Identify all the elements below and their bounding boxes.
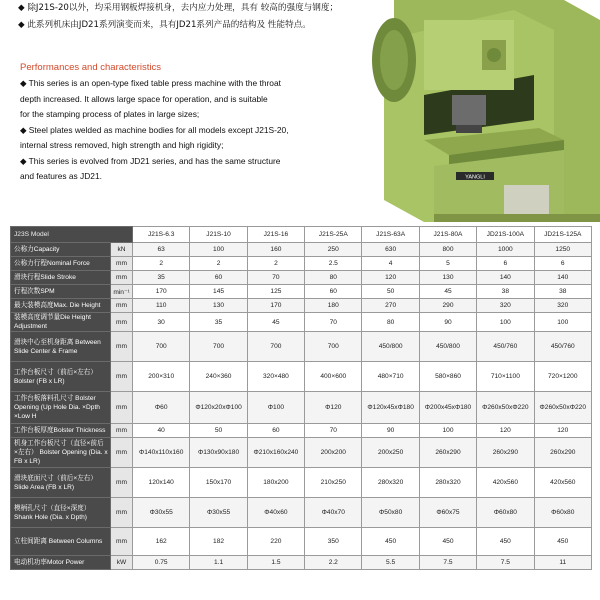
parameter-value: 180 (305, 299, 362, 313)
feature-line: ◆ This series is evolved from JD21 series, and has the same structure (20, 155, 281, 166)
parameter-name: 滑块行程Slide Stroke (11, 271, 111, 285)
parameter-value: Φ210x160x240 (247, 438, 304, 468)
parameter-value: 450 (477, 528, 534, 556)
parameter-name: 行程次数SPM (11, 285, 111, 299)
model-header: J21S-10 (190, 227, 247, 243)
parameter-value: 38 (477, 285, 534, 299)
parameter-value: 1250 (534, 243, 591, 257)
model-header: JD21S-100A (477, 227, 534, 243)
parameter-name: 工作台板尺寸（前后×左右） Bolster (FB x LR) (11, 362, 111, 392)
parameter-value: 7.5 (477, 556, 534, 570)
parameter-value: Φ60x80 (477, 498, 534, 528)
parameter-value: 35 (133, 271, 190, 285)
parameter-value: Φ120x20xΦ100 (190, 392, 247, 424)
section-title: Performances and characteristics (20, 62, 161, 73)
parameter-name: 公称力Capacity (11, 243, 111, 257)
parameter-value: 420x560 (477, 468, 534, 498)
parameter-value: 80 (305, 271, 362, 285)
table-row (11, 243, 592, 257)
parameter-value: 60 (247, 424, 304, 438)
parameter-value: 120 (477, 424, 534, 438)
table-row (11, 313, 592, 332)
parameter-value: 450/800 (419, 332, 476, 362)
table-row (11, 271, 592, 285)
parameter-value: 100 (190, 243, 247, 257)
parameter-value: 290 (419, 299, 476, 313)
parameter-value: 420x560 (534, 468, 591, 498)
table-row (11, 392, 592, 424)
parameter-value: 2 (133, 257, 190, 271)
parameter-value: 2.5 (305, 257, 362, 271)
parameter-value: 720×1200 (534, 362, 591, 392)
parameter-value: 210x250 (305, 468, 362, 498)
parameter-value: 30 (133, 313, 190, 332)
parameter-value: 0.75 (133, 556, 190, 570)
parameter-value: Φ130x90x180 (190, 438, 247, 468)
model-header: J21S-16 (247, 227, 304, 243)
parameter-value: 200×310 (133, 362, 190, 392)
parameter-unit: kW (111, 556, 133, 570)
intro-chinese (18, 0, 363, 34)
parameter-value: 80 (362, 313, 419, 332)
parameter-name: 机身工作台板尺寸（直径×前后 ×左右） Bolster Opening (Dia. x FB x LR) (11, 438, 111, 468)
feature-line: depth increased. It allows large space for operation, and is suitable (20, 93, 268, 104)
parameter-value: 700 (247, 332, 304, 362)
parameter-unit: mm (111, 498, 133, 528)
parameter-value: 800 (419, 243, 476, 257)
parameter-value: 280x320 (362, 468, 419, 498)
parameter-unit: kN (111, 243, 133, 257)
parameter-value: 100 (419, 424, 476, 438)
parameter-value: 280x320 (419, 468, 476, 498)
parameter-unit: mm (111, 424, 133, 438)
parameter-value: 160 (247, 243, 304, 257)
parameter-value: 220 (247, 528, 304, 556)
parameter-unit: mm (111, 332, 133, 362)
parameter-value: 450/760 (534, 332, 591, 362)
parameter-value: 450/800 (362, 332, 419, 362)
model-label: J23S Model (11, 227, 133, 243)
parameter-value: 11 (534, 556, 591, 570)
parameter-value: 320×480 (247, 362, 304, 392)
parameter-value: 1.5 (247, 556, 304, 570)
parameter-value: 580×860 (419, 362, 476, 392)
parameter-value: Φ40x70 (305, 498, 362, 528)
parameter-value: 2 (247, 257, 304, 271)
parameter-unit: mm (111, 271, 133, 285)
parameter-value: 450/760 (477, 332, 534, 362)
parameter-value: 260x290 (534, 438, 591, 468)
feature-line: and features as JD21. (20, 171, 102, 181)
table-row (11, 498, 592, 528)
table-row (11, 299, 592, 313)
parameter-value: 50 (362, 285, 419, 299)
intro-line-2: ◆ 此系列机床由JD21系列演变而来，具有JD21系列产品的结构及 性能特点。 (18, 20, 311, 30)
parameter-name: 滑块底面尺寸（前后×左右） Slide Area (FB x LR) (11, 468, 111, 498)
parameter-value: 50 (190, 424, 247, 438)
parameter-value: 450 (534, 528, 591, 556)
specification-table (10, 226, 592, 570)
parameter-value: Φ100 (247, 392, 304, 424)
parameter-name: 立柱间距离 Between Columns (11, 528, 111, 556)
parameter-name: 装模高度调节量Die Height Adjustment (11, 313, 111, 332)
table-row (11, 438, 592, 468)
parameter-value: 320 (534, 299, 591, 313)
parameter-value: 130 (419, 271, 476, 285)
parameter-value: 250 (305, 243, 362, 257)
parameter-value: 6 (534, 257, 591, 271)
parameter-value: 150x170 (190, 468, 247, 498)
parameter-value: 450 (419, 528, 476, 556)
parameter-value: 145 (190, 285, 247, 299)
features-english (20, 76, 372, 185)
parameter-value: 45 (419, 285, 476, 299)
parameter-value: 630 (362, 243, 419, 257)
table-row (11, 362, 592, 392)
parameter-value: Φ60x80 (534, 498, 591, 528)
parameter-value: 400×600 (305, 362, 362, 392)
parameter-value: 40 (133, 424, 190, 438)
parameter-value: 200x250 (362, 438, 419, 468)
parameter-value: 260x290 (477, 438, 534, 468)
parameter-name: 模柄孔尺寸（直径×深度） Shank Hole (Dia. x Dpth) (11, 498, 111, 528)
parameter-value: Φ140x110x160 (133, 438, 190, 468)
parameter-value: 100 (534, 313, 591, 332)
model-header: J21S-6.3 (133, 227, 190, 243)
parameter-value: 63 (133, 243, 190, 257)
parameter-value: 240×360 (190, 362, 247, 392)
parameter-value: 162 (133, 528, 190, 556)
model-header: J21S-80A (419, 227, 476, 243)
feature-line: ◆ This series is an open-type fixed table press machine with the throat (20, 78, 281, 88)
parameter-value: 5.5 (362, 556, 419, 570)
parameter-value: 45 (247, 313, 304, 332)
parameter-value: 38 (534, 285, 591, 299)
parameter-unit: mm (111, 528, 133, 556)
parameter-value: 120 (362, 271, 419, 285)
parameter-value: 700 (305, 332, 362, 362)
parameter-value: 90 (362, 424, 419, 438)
parameter-value: 170 (133, 285, 190, 299)
parameter-value: Φ120 (305, 392, 362, 424)
parameter-value: 125 (247, 285, 304, 299)
parameter-value: 140 (477, 271, 534, 285)
parameter-unit: mm (111, 257, 133, 271)
parameter-value: 7.5 (419, 556, 476, 570)
parameter-value: Φ60 (133, 392, 190, 424)
parameter-name: 最大装模高度Max. Die Height (11, 299, 111, 313)
model-header: JD21S-125A (534, 227, 591, 243)
feature-line: ◆ Steel plates welded as machine bodies for all models except J21S-20, (20, 124, 289, 135)
parameter-value: 70 (247, 271, 304, 285)
parameter-value: 170 (247, 299, 304, 313)
parameter-unit: mm (111, 299, 133, 313)
parameter-value: 70 (305, 313, 362, 332)
parameter-value: Φ260x50xΦ220 (534, 392, 591, 424)
intro-line-1: ◆ 除J21S-20以外，均采用钢板焊接机身，去内应力处理，具有 较高的强度与钢度； (18, 3, 339, 13)
model-header: J21S-25A (305, 227, 362, 243)
table-row (11, 332, 592, 362)
parameter-value: Φ30x55 (133, 498, 190, 528)
feature-line: internal stress removed, high strength and high rigidity; (20, 140, 224, 150)
parameter-unit: mm (111, 468, 133, 498)
parameter-value: 700 (190, 332, 247, 362)
parameter-value: 1.1 (190, 556, 247, 570)
parameter-value: 4 (362, 257, 419, 271)
parameter-value: Φ120x45xΦ180 (362, 392, 419, 424)
feature-line: for the stamping process of plates in large sizes; (20, 109, 200, 119)
parameter-value: 70 (305, 424, 362, 438)
table-header-row (11, 227, 592, 243)
parameter-unit: mm (111, 362, 133, 392)
parameter-value: 140 (534, 271, 591, 285)
parameter-name: 电动机功率Motor Power (11, 556, 111, 570)
parameter-name: 工作台板厚度Bolster Thickness (11, 424, 111, 438)
parameter-value: 2.2 (305, 556, 362, 570)
machine-logo: YANGLI (465, 174, 485, 181)
parameter-name: 滑块中心至机身距离 Between Slide Center & Frame (11, 332, 111, 362)
parameter-value: 120 (534, 424, 591, 438)
parameter-value: Φ40x60 (247, 498, 304, 528)
table-row (11, 468, 592, 498)
parameter-value: 480×710 (362, 362, 419, 392)
parameter-value: 60 (190, 271, 247, 285)
parameter-unit: mm (111, 313, 133, 332)
parameter-value: 2 (190, 257, 247, 271)
parameter-value: 710×1100 (477, 362, 534, 392)
parameter-value: 200x200 (305, 438, 362, 468)
table-row (11, 528, 592, 556)
parameter-value: 6 (477, 257, 534, 271)
parameter-value: Φ60x75 (419, 498, 476, 528)
parameter-unit: mm (111, 438, 133, 468)
table-row (11, 556, 592, 570)
parameter-value: 35 (190, 313, 247, 332)
parameter-value: 450 (362, 528, 419, 556)
table-row (11, 257, 592, 271)
press-machine-image (364, 0, 600, 222)
parameter-value: 270 (362, 299, 419, 313)
parameter-value: 350 (305, 528, 362, 556)
table-row (11, 424, 592, 438)
parameter-value: 180x200 (247, 468, 304, 498)
parameter-value: 110 (133, 299, 190, 313)
parameter-value: 260x290 (419, 438, 476, 468)
parameter-value: 60 (305, 285, 362, 299)
parameter-value: Φ30x55 (190, 498, 247, 528)
parameter-value: 700 (133, 332, 190, 362)
parameter-value: 90 (419, 313, 476, 332)
parameter-value: 120x140 (133, 468, 190, 498)
parameter-value: Φ200x45xΦ180 (419, 392, 476, 424)
model-header: J21S-63A (362, 227, 419, 243)
parameter-value: Φ260x50xΦ220 (477, 392, 534, 424)
parameter-value: Φ50x80 (362, 498, 419, 528)
parameter-name: 公称力行程Nominal Force (11, 257, 111, 271)
parameter-value: 182 (190, 528, 247, 556)
parameter-value: 320 (477, 299, 534, 313)
parameter-name: 工作台板落料孔尺寸 Bolster Opening (Up Hole Dia. ×Dpth ×Low H (11, 392, 111, 424)
parameter-value: 100 (477, 313, 534, 332)
parameter-value: 130 (190, 299, 247, 313)
parameter-unit: min⁻¹ (111, 285, 133, 299)
parameter-value: 1000 (477, 243, 534, 257)
parameter-unit: mm (111, 392, 133, 424)
table-row (11, 285, 592, 299)
parameter-value: 5 (419, 257, 476, 271)
